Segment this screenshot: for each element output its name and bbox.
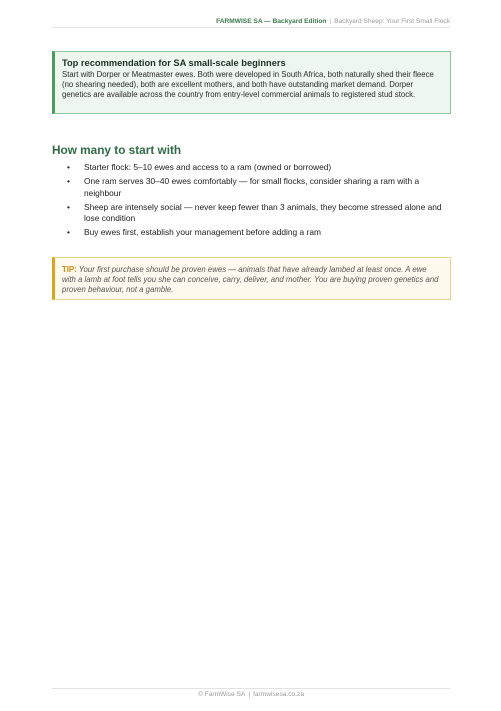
starter-flock-list xyxy=(52,162,450,241)
section-heading: How many to start with xyxy=(52,143,182,157)
page-header xyxy=(52,17,450,28)
list-item-text: Sheep are intensely social — never keep fewer than 3 animals, they become stressed alone and lose condition xyxy=(84,201,442,224)
bullet-icon: • xyxy=(67,176,70,187)
list-item xyxy=(52,176,450,199)
tip-text: Your first purchase should be proven ewes — animals that have already lambed at least once. A ewe with a lamb at foot tells you she can conceive, carry, deliver, and mother. You are buying proven genetics and proven behaviour, not a gamble. xyxy=(62,265,439,295)
brand-label: FARMWISE SA — Backyard Edition xyxy=(216,18,327,25)
tip-label: TIP: xyxy=(62,265,77,274)
list-item-text: One ram serves 30–40 ewes comfortably — for small flocks, consider sharing a ram with a neighbour xyxy=(84,176,420,198)
bullet-icon: • xyxy=(67,227,70,238)
tip-callout xyxy=(52,257,451,300)
recommendation-title: Top recommendation for SA small-scale beginners xyxy=(62,58,286,68)
footer-separator: | xyxy=(248,691,251,698)
footer-website: farmwisesa.co.za xyxy=(253,691,304,698)
recommendation-body: Start with Dorper or Meatmaster ewes. Both were developed in South Africa, both naturally shed their fleece (no shearing needed), both are excellent mothers, and both have outstanding market demand. Dorper genetics are available across the country from entry-level commercial animals to registered stud stock. xyxy=(62,70,434,100)
list-item-text: Buy ewes first, establish your management before adding a ram xyxy=(84,227,321,238)
header-separator: | xyxy=(329,18,332,25)
bullet-icon: • xyxy=(67,201,70,212)
document-title: Backyard Sheep: Your First Small Flock xyxy=(334,18,450,25)
list-item xyxy=(52,162,450,174)
list-item xyxy=(52,227,450,239)
list-item xyxy=(52,202,450,225)
bullet-icon: • xyxy=(67,162,70,172)
recommendation-callout xyxy=(52,51,451,114)
list-item-text: Starter flock: 5–10 ewes and access to a ram (owned or borrowed) xyxy=(84,162,332,172)
page-footer xyxy=(52,688,450,699)
footer-copyright: © FarmWise SA xyxy=(197,691,246,698)
